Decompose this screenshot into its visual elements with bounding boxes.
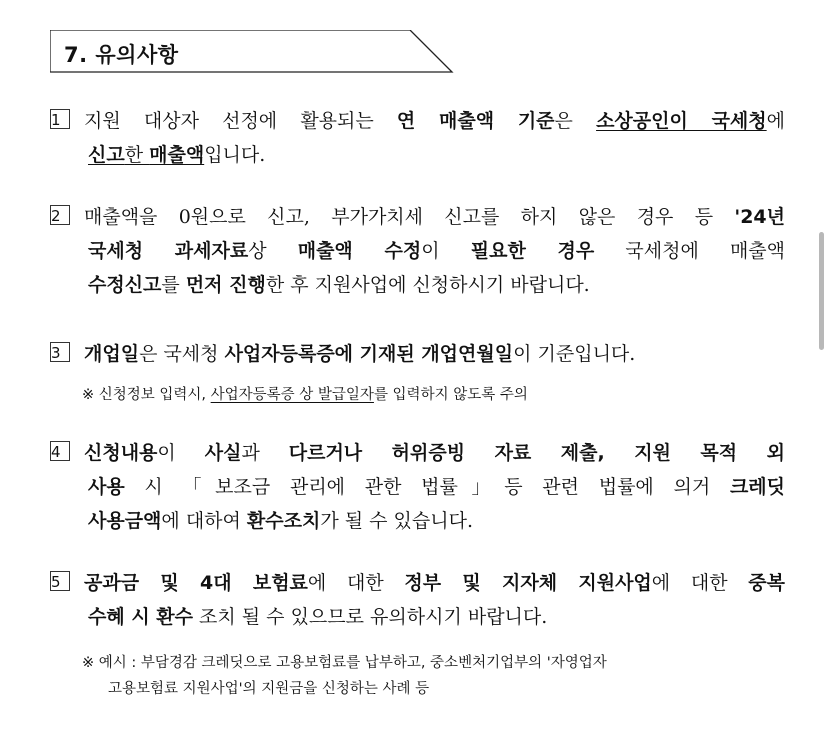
text-run: 은 국세청	[139, 343, 225, 365]
text-run: 다르거나 허위증빙 자료 제출, 지원 목적 외	[288, 442, 785, 464]
text-run: 정부 및 지자체 지원사업	[404, 572, 652, 594]
section-title: 7. 유의사항	[64, 43, 179, 67]
item-3-note: ※ 신청정보 입력시, 사업자등록증 상 발급일자를 입력하지 않도록 주의	[82, 387, 528, 403]
item-4-line-2	[50, 470, 785, 504]
text-run: 매출액을 0원으로 신고, 부가가치세 신고를 하지 않은 경우 등	[84, 206, 735, 228]
item-number-box: 3	[50, 342, 70, 362]
item-2-line-2	[50, 234, 785, 268]
text-run: 신고	[88, 144, 125, 166]
item-5-note-line-1: ※ 예시 : 부담경감 크레딧으로 고용보험료를 납부하고, 중소벤처기업부의 '자영업자	[82, 655, 607, 671]
text-run: 환수조치	[246, 510, 321, 532]
text-run: 사실	[204, 442, 242, 464]
item-2-line-3	[50, 268, 785, 302]
text-run: 국세청 과세자료	[88, 240, 249, 262]
text-run: 에 대한	[307, 572, 405, 594]
text-run: 매출액	[149, 144, 205, 166]
text-run: 크레딧	[729, 476, 785, 498]
notice-item-4	[50, 436, 785, 538]
section-header	[50, 30, 454, 74]
text-run: 를	[161, 274, 186, 296]
text-run: 사용	[88, 476, 125, 498]
notice-item-5	[50, 566, 785, 634]
item-2-line-1	[50, 200, 785, 234]
text-run: 수혜 시 환수	[88, 606, 193, 628]
item-1-line-1	[50, 104, 785, 138]
text-run: 에	[766, 110, 785, 132]
item-5-line-1	[50, 566, 785, 600]
text-run: 한	[124, 144, 150, 166]
text-run: 공과금 및 4대 보험료	[84, 572, 308, 594]
item-number-box: 5	[50, 571, 70, 591]
text-run: 한 후 지원사업에 신청하시기 바랍니다.	[265, 274, 590, 296]
text-run: 과	[241, 442, 289, 464]
text-run: 먼저 진행	[185, 274, 266, 296]
text-run: 지원 대상자 선정에 활용되는	[84, 110, 397, 132]
text-run: 사용금액	[88, 510, 162, 532]
text-run: 이 기준입니다.	[513, 343, 636, 365]
text-run: 중복	[748, 572, 785, 594]
item-5-line-2	[50, 600, 785, 634]
item-number-box: 1	[50, 109, 70, 129]
text-run: 사업자등록증에 기재된 개업연월일	[224, 343, 514, 365]
text-run: 소상공인이 국세청	[596, 110, 767, 132]
text-run: 입니다.	[204, 144, 266, 166]
item-1-line-2	[50, 138, 785, 172]
item-5-note	[82, 650, 782, 702]
item-number-box: 2	[50, 205, 70, 225]
scrollbar-thumb[interactable]	[819, 232, 824, 350]
text-run: 시 「보조금 관리에 관한 법률」등 관련 법률에 의거	[124, 476, 730, 498]
text-run: 에 대한	[651, 572, 749, 594]
text-run: 수정신고	[88, 274, 162, 296]
item-4-line-1	[50, 436, 785, 470]
notice-item-3	[50, 337, 785, 371]
notice-item-2	[50, 200, 785, 302]
item-number-box: 4	[50, 441, 70, 461]
item-4-line-3	[50, 504, 785, 538]
text-run: 이	[157, 442, 205, 464]
text-run: 이	[421, 240, 471, 262]
text-run: 조치 될 수 있으므로 유의하시기 바랍니다.	[193, 606, 548, 628]
text-run: 가 될 수 있습니다.	[320, 510, 473, 532]
text-run: 신청내용	[84, 442, 158, 464]
item-5-note-line-2: 고용보험료 지원사업'의 지원금을 신청하는 사례 등	[108, 681, 430, 697]
issue-date-highlight: 사업자등록증 상 발급일자	[210, 387, 374, 403]
text-run: 상	[248, 240, 298, 262]
text-run: 필요한 경우	[470, 240, 595, 262]
text-run: 에 대하여	[161, 510, 247, 532]
text-run: 개업일	[84, 343, 140, 365]
text-run: 국세청에 매출액	[594, 240, 786, 262]
item-3-line-1	[50, 337, 785, 371]
text-run: 매출액 수정	[297, 240, 422, 262]
notice-item-1	[50, 104, 785, 172]
text-run: '24년	[734, 206, 785, 228]
text-run: 연 매출액 기준	[396, 110, 555, 132]
text-run: 은	[554, 110, 597, 132]
